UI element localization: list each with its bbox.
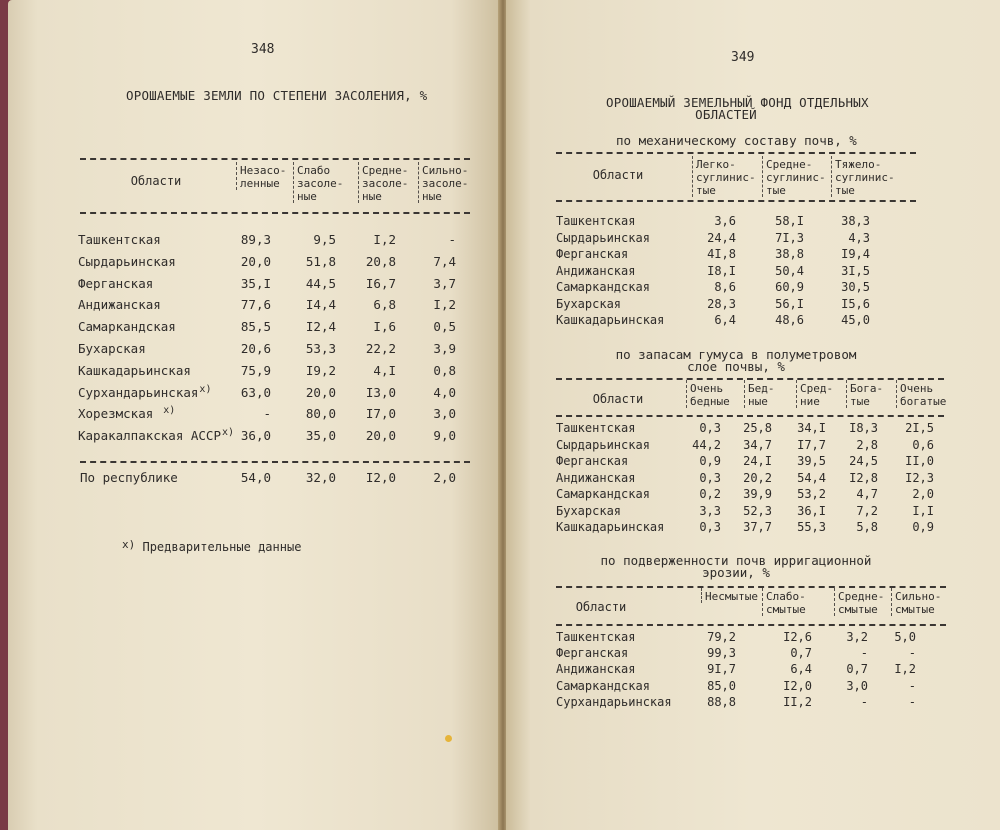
table-total-rule [80, 461, 470, 463]
table-cell: 25,8 [743, 421, 772, 435]
table-cell: 37,7 [743, 520, 772, 534]
table-cell: 36,0 [240, 428, 271, 444]
table-cell: I4,4 [305, 297, 336, 313]
column-separator [692, 156, 693, 197]
region-name: Сырдарьинская [556, 437, 650, 452]
column-header-region [576, 601, 627, 614]
column-header-line: тые [850, 395, 870, 408]
table-cell: 2I,5 [905, 421, 934, 435]
table-cell: 2,0 [433, 470, 456, 485]
table-cell: 24,I [743, 454, 772, 468]
table-cell: 20,0 [305, 384, 336, 400]
table-cell: 89,3 [240, 232, 271, 247]
table-top-rule [556, 152, 916, 154]
region-name: Самаркандская [78, 319, 176, 335]
table-cell: I2,4 [305, 319, 336, 335]
column-header [838, 590, 884, 616]
region-name: Сурхандарьинская$^{x)}$ [78, 383, 212, 400]
table-cell: - [908, 694, 916, 709]
table-cell: I,6 [373, 319, 396, 335]
table-cell: 4,7 [856, 487, 878, 501]
region-name: Ферганская [556, 646, 629, 661]
column-header [422, 164, 468, 203]
table-cell: 6,8 [373, 297, 396, 313]
column-header-line: смытые [895, 603, 935, 616]
table-cell: 88,8 [707, 694, 736, 709]
table-cell: 24,4 [707, 230, 736, 245]
table-cell: - [908, 646, 916, 661]
column-header-line: Очень [690, 382, 724, 395]
column-header [900, 382, 946, 408]
column-separator [701, 588, 702, 603]
table-cell: 54,0 [240, 470, 271, 485]
table-cell: - [263, 406, 271, 422]
table-cell: 63,0 [240, 384, 271, 400]
table-cell: 4,0 [433, 384, 456, 400]
table-cell: I,2 [433, 297, 456, 313]
column-header-line: бедные [690, 395, 730, 408]
column-header-line: тые [835, 184, 855, 197]
table-cell: I8,I [707, 263, 736, 278]
column-header [362, 164, 408, 203]
table-cell: I8,3 [849, 421, 878, 435]
column-header-line: ние [800, 395, 820, 408]
table-cell: I,2 [894, 662, 916, 677]
table-cell: 9I,7 [707, 662, 736, 677]
column-header [297, 164, 343, 203]
table-cell: 44,2 [692, 437, 721, 452]
table-cell: 44,5 [305, 275, 336, 291]
table-cell: 24,5 [849, 454, 878, 468]
column-header-line: Бога- [850, 382, 884, 395]
table-cell: 38,3 [841, 214, 870, 228]
column-header-line: Сильно- [422, 164, 469, 177]
table-cell: I7,0 [365, 406, 396, 422]
footnote-text: Предварительные данные [142, 540, 302, 554]
table-cell: 4,3 [848, 230, 870, 245]
column-header [835, 158, 895, 197]
column-header-line: ные [362, 190, 382, 203]
region-name: Ферганская [556, 454, 629, 468]
table-cell: 9,5 [313, 232, 336, 247]
table-cell: I,I [912, 503, 934, 518]
table-cell: 45,0 [841, 313, 870, 327]
table3-subtitle-line1: по подверженности почв ирригационной [600, 553, 872, 568]
table-cell: I2,3 [905, 470, 934, 485]
table-cell: 53,3 [305, 341, 336, 356]
table-cell: - [860, 694, 868, 709]
table-cell: I2,8 [849, 470, 878, 485]
region-name: Кашкадарьинская [556, 313, 665, 327]
region-name: Ферганская [556, 247, 629, 261]
region-name: Сырдарьинская [78, 253, 176, 269]
table-cell: 52,3 [743, 503, 772, 518]
table-cell: 22,2 [365, 341, 396, 356]
column-separator [744, 380, 745, 408]
table-cell: 7,4 [433, 253, 456, 269]
table-cell: I9,4 [841, 247, 870, 261]
footnote-mark: x) [122, 538, 136, 551]
table-cell: 3,6 [714, 214, 736, 228]
footnote-mark: x) [163, 405, 176, 417]
column-header [850, 382, 883, 408]
region-name: Бухарская [556, 296, 622, 311]
region-name: Андижанская [556, 470, 636, 485]
column-header [696, 158, 756, 197]
table-header-rule [80, 212, 470, 214]
table-cell: 8,6 [714, 280, 736, 294]
table-cell: 2,8 [856, 437, 878, 452]
column-header [705, 590, 758, 603]
column-separator [762, 588, 763, 616]
region-name: Андижанская [556, 662, 636, 677]
table-cell: 48,6 [775, 313, 804, 327]
table-cell: - [860, 646, 868, 661]
table-cell: 20,6 [240, 341, 271, 356]
table-cell: 0,7 [790, 646, 812, 661]
region-name: По республике [80, 470, 178, 485]
table-cell: 3I,5 [841, 263, 870, 278]
column-separator [418, 162, 419, 203]
region-name: Кашкадарьинская [78, 362, 191, 378]
table-cell: 0,9 [699, 454, 721, 468]
page-title-line2: ОБЛАСТЕЙ [695, 107, 757, 122]
table-cell: 85,0 [707, 678, 736, 693]
column-header-line: Области [130, 174, 182, 188]
table-cell: 3,0 [846, 678, 868, 693]
column-header-line: Средне- [362, 164, 409, 177]
table-header-rule [556, 415, 944, 417]
region-name: Ферганская [78, 275, 154, 291]
column-header-line: Незасо- [240, 164, 287, 177]
table-cell: 0,3 [699, 421, 721, 435]
table-cell: 4,I [373, 362, 396, 378]
region-name: Андижанская [556, 263, 636, 278]
footnote [122, 540, 301, 554]
table-cell: - [908, 678, 916, 693]
table-cell: 3,0 [433, 406, 456, 422]
table-cell: 54,4 [797, 470, 826, 485]
footnote-mark: x) [199, 383, 212, 395]
table-cell: 3,9 [433, 341, 456, 356]
column-header-line: Области [592, 168, 644, 182]
region-name: Самаркандская [556, 280, 650, 294]
column-header-line: смытые [838, 603, 878, 616]
table2-subtitle-line2: слое почвы, % [687, 359, 785, 374]
column-header-line: Тяжело- [835, 158, 882, 171]
table-cell: - [448, 232, 456, 247]
table-cell: I7,7 [797, 437, 826, 452]
region-name: Бухарская [556, 503, 622, 518]
table-cell: 3,7 [433, 275, 456, 291]
table-cell: II,2 [783, 694, 812, 709]
table-cell: 0,6 [912, 437, 934, 452]
table-cell: 58,I [775, 214, 804, 228]
column-header [800, 382, 833, 408]
column-separator [896, 380, 897, 408]
column-header-line: Несмытые [705, 590, 758, 603]
region-name: Ташкентская [78, 232, 161, 247]
table-cell: 36,I [797, 503, 826, 518]
column-header-line: Средне- [838, 590, 885, 603]
column-separator [293, 162, 294, 203]
column-separator [796, 380, 797, 408]
table-cell: 34,7 [743, 437, 772, 452]
column-header [240, 164, 286, 190]
paper-stain [445, 735, 452, 742]
column-header-line: суглинис- [766, 171, 826, 184]
table-cell: 20,0 [240, 253, 271, 269]
table-cell: 0,5 [433, 319, 456, 335]
footnote-mark: x) [222, 427, 235, 439]
region-name: Ташкентская [556, 630, 636, 644]
left-page [8, 0, 500, 830]
table-cell: 80,0 [305, 406, 336, 422]
table-cell: 30,5 [841, 280, 870, 294]
column-header-line: Легко- [696, 158, 736, 171]
table2-subtitle-line1: по запасам гумуса в полуметровом [615, 347, 857, 362]
column-separator [891, 588, 892, 616]
table-cell: 60,9 [775, 280, 804, 294]
column-header-line: Области [592, 392, 644, 406]
column-header-region [593, 169, 644, 182]
table-cell: 7,2 [856, 503, 878, 518]
column-separator [236, 162, 237, 190]
table-cell: 28,3 [707, 296, 736, 311]
table-cell: 3,3 [699, 503, 721, 518]
column-header-line: засоле- [422, 177, 469, 190]
column-header-line: Слабо- [766, 590, 806, 603]
column-header-line: Сред- [800, 382, 834, 395]
table-cell: 0,3 [699, 520, 721, 534]
table-cell: 75,9 [240, 362, 271, 378]
table-cell: 53,2 [797, 487, 826, 501]
column-header-region [593, 393, 644, 406]
column-header-line: засоле- [362, 177, 409, 190]
column-header-line: ленные [240, 177, 280, 190]
region-name: Самаркандская [556, 487, 650, 501]
table-cell: I6,7 [365, 275, 396, 291]
region-name: Сурхандарьинская [556, 694, 672, 709]
column-header-line: суглинис- [696, 171, 756, 184]
region-name: Бухарская [78, 341, 146, 356]
table-top-rule [556, 586, 946, 588]
page-number: 349 [731, 50, 755, 65]
table-cell: I3,0 [365, 384, 396, 400]
page-title-line1: ОРОШАЕМЫЙ ЗЕМЕЛЬНЫЙ ФОНД ОТДЕЛЬНЫХ [606, 95, 869, 110]
region-name: Андижанская [78, 297, 161, 313]
column-separator [846, 380, 847, 408]
column-header-line: Слабо [297, 164, 331, 177]
region-name: Кашкадарьинская [556, 520, 665, 534]
column-separator [831, 156, 832, 197]
table-cell: 6,4 [714, 313, 736, 327]
table-cell: 56,I [775, 296, 804, 311]
column-header [766, 158, 826, 197]
table-cell: I2,0 [783, 678, 812, 693]
column-separator [762, 156, 763, 197]
column-header [766, 590, 806, 616]
table-cell: 38,8 [775, 247, 804, 261]
region-name: Ташкентская [556, 421, 636, 435]
column-separator [358, 162, 359, 203]
region-name: Хорезмская $^{x)}$ [78, 405, 176, 422]
column-header-line: тые [696, 184, 716, 197]
column-header-line: Бед- [748, 382, 775, 395]
table-top-rule [556, 378, 944, 380]
table-cell: I5,6 [841, 296, 870, 311]
table1-subtitle: по механическому составу почв, % [616, 133, 857, 148]
column-header-line: богатые [900, 395, 947, 408]
table-cell: 35,0 [305, 428, 336, 444]
table-cell: 79,2 [707, 630, 736, 644]
column-header-region [131, 175, 182, 188]
right-page [506, 0, 1000, 830]
table-cell: I2,0 [365, 470, 396, 485]
table-cell: 39,9 [743, 487, 772, 501]
table-cell: 32,0 [305, 470, 336, 485]
table-cell: 9,0 [433, 428, 456, 444]
page-number: 348 [251, 42, 275, 57]
table-cell: 6,4 [790, 662, 812, 677]
region-name: Ташкентская [556, 214, 636, 228]
table-header-rule [556, 200, 916, 202]
table-cell: I2,6 [783, 630, 812, 644]
column-separator [686, 380, 687, 408]
table-cell: 7I,3 [775, 230, 804, 245]
table-cell: 35,I [240, 275, 271, 291]
column-header [748, 382, 775, 408]
table-top-rule [80, 158, 470, 160]
table-cell: 99,3 [707, 646, 736, 661]
column-header-line: смытые [766, 603, 806, 616]
column-header-line: суглинис- [835, 171, 895, 184]
region-name: Сырдарьинская [556, 230, 650, 245]
table-cell: 39,5 [797, 454, 826, 468]
table-cell: 51,8 [305, 253, 336, 269]
region-name: Каракалпакская АССР$^{x)}$ [78, 427, 235, 444]
table-cell: 77,6 [240, 297, 271, 313]
table-cell: 20,0 [365, 428, 396, 444]
column-separator [834, 588, 835, 616]
table-cell: II,0 [905, 454, 934, 468]
table-cell: 20,8 [365, 253, 396, 269]
table-cell: I,2 [373, 232, 396, 247]
table-cell: 0,8 [433, 362, 456, 378]
column-header-line: Средне- [766, 158, 813, 171]
column-header-line: Сильно- [895, 590, 942, 603]
column-header [690, 382, 730, 408]
column-header-line: ные [297, 190, 317, 203]
page-title: ОРОШАЕМЫЕ ЗЕМЛИ ПО СТЕПЕНИ ЗАСОЛЕНИЯ, % [126, 88, 428, 103]
table-cell: 50,4 [775, 263, 804, 278]
table-cell: 0,9 [912, 520, 934, 534]
column-header-line: тые [766, 184, 786, 197]
column-header [895, 590, 941, 616]
table-cell: 55,3 [797, 520, 826, 534]
table-cell: 0,7 [846, 662, 868, 677]
table-cell: 4I,8 [707, 247, 736, 261]
table-header-rule [556, 624, 946, 626]
table-cell: 2,0 [912, 487, 934, 501]
column-header-line: ные [422, 190, 442, 203]
table-cell: 85,5 [240, 319, 271, 335]
column-header-line: ные [748, 395, 768, 408]
column-header-line: засоле- [297, 177, 344, 190]
table-cell: 5,8 [856, 520, 878, 534]
table-cell: 0,3 [699, 470, 721, 485]
table-cell: 3,2 [846, 630, 868, 644]
column-header-line: Очень [900, 382, 934, 395]
column-header-line: Области [575, 600, 627, 614]
table-cell: 0,2 [699, 487, 721, 501]
table3-subtitle-line2: эрозии, % [702, 565, 770, 580]
table-cell: 34,I [797, 421, 826, 435]
table-cell: 5,0 [894, 630, 916, 644]
region-name: Самаркандская [556, 678, 650, 693]
table-cell: I9,2 [305, 362, 336, 378]
table-cell: 20,2 [743, 470, 772, 485]
